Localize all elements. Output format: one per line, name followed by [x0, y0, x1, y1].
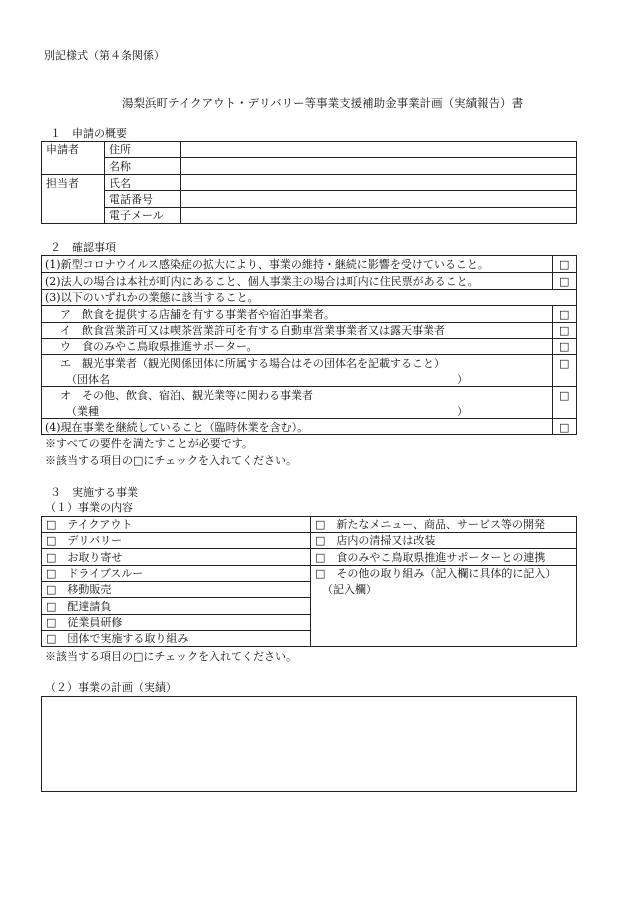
item-staff-training[interactable]: □ 従業員研修: [46, 616, 123, 629]
group-name-close: ）: [457, 373, 468, 386]
confirm-checkbox-3c[interactable]: □: [559, 340, 570, 353]
free-entry-label: （記入欄）: [322, 583, 377, 596]
item-mail-order[interactable]: □ お取り寄せ: [46, 551, 123, 564]
confirm-row-3e: オ その他、飲食、宿泊、観光業等に関わる事業者: [60, 389, 313, 402]
group-name-input[interactable]: [120, 373, 450, 385]
business-plan-heading: （２）事業の計画（実績）: [45, 681, 177, 694]
item-takeout[interactable]: □ テイクアウト: [46, 518, 133, 531]
section3-heading: ３ 実施する事業: [50, 486, 138, 499]
confirm-checkbox-1[interactable]: □: [559, 258, 570, 271]
person-input[interactable]: [182, 176, 575, 189]
name-input[interactable]: [182, 159, 575, 172]
field-person-label: 氏名: [109, 177, 131, 190]
item-supporter-collab[interactable]: □ 食のみやこ鳥取県推進サポーターとの連携: [315, 551, 546, 564]
item-drive-through[interactable]: □ ドライブスルー: [46, 567, 144, 580]
confirm-checkbox-2[interactable]: □: [559, 275, 570, 288]
email-input[interactable]: [182, 209, 575, 222]
item-mobile-sales[interactable]: □ 移動販売: [46, 583, 112, 596]
confirm-checkbox-4[interactable]: □: [559, 421, 570, 434]
confirm-row-2: (2)法人の場合は本社が町内にあること、個人事業主の場合は町内に住民票があること。: [45, 275, 479, 288]
confirm-checkbox-3a[interactable]: □: [559, 308, 570, 321]
business-content-heading: （１）事業の内容: [45, 501, 133, 514]
field-address-label: 住所: [109, 143, 131, 156]
confirm-row-3: (3)以下のいずれかの業態に該当すること。: [45, 291, 259, 304]
content-check-note: ※該当する項目の□にチェックを入れてください。: [45, 650, 298, 663]
item-other[interactable]: □ その他の取り組み（記入欄に具体的に記入）: [315, 567, 557, 580]
item-renovation[interactable]: □ 店内の清掃又は改装: [315, 534, 436, 547]
industry-close: ）: [457, 405, 468, 418]
group-name-label: （団体名: [66, 373, 110, 386]
item-delivery[interactable]: □ デリバリー: [46, 534, 123, 547]
field-email-label: 電子メール: [109, 209, 164, 222]
business-plan-field[interactable]: [41, 696, 577, 792]
industry-label: （業種: [66, 405, 99, 418]
contact-label: 担当者: [46, 177, 79, 190]
check-note: ※該当する項目の□にチェックを入れてください。: [45, 454, 298, 467]
confirm-row-1: (1)新型コロナウイルス感染症の拡大により、事業の維持・継続に影響を受けていること。: [45, 258, 489, 271]
confirm-row-3c: ウ 食のみやこ鳥取県推進サポーター。: [60, 340, 258, 353]
page-title: 湯梨浜町テイクアウト・デリバリー等事業支援補助金事業計画（実績報告）書: [122, 96, 524, 110]
confirm-row-3b: イ 飲食営業許可又は喫茶営業許可を有する自動車営業事業者又は露天事業者: [60, 324, 445, 337]
confirm-row-3a: ア 飲食を提供する店舗を有する事業者や宿泊事業者。: [60, 308, 335, 321]
applicant-label: 申請者: [46, 143, 79, 156]
section1-heading: １ 申請の概要: [50, 127, 127, 140]
address-input[interactable]: [182, 143, 575, 156]
item-new-menu[interactable]: □ 新たなメニュー、商品、サービス等の開発: [315, 518, 545, 531]
free-entry-field[interactable]: [313, 598, 575, 645]
confirm-row-4: (4)現在事業を継続していること（臨時休業を含む）。: [45, 421, 309, 434]
field-name-label: 名称: [109, 160, 131, 173]
confirm-checkbox-3b[interactable]: □: [559, 324, 570, 337]
field-phone-label: 電話番号: [109, 193, 153, 206]
confirm-row-3d: エ 観光事業者（観光関係団体に所属する場合はその団体名を記載すること）: [60, 357, 445, 370]
confirm-checkbox-3e[interactable]: □: [559, 389, 570, 402]
section2-heading: ２ 確認事項: [50, 241, 116, 254]
requirement-note: ※すべての要件を満たすことが必要です。: [45, 437, 253, 450]
industry-input[interactable]: [110, 405, 450, 417]
confirm-checkbox-3d[interactable]: □: [559, 357, 570, 370]
form-reference: 別記様式（第４条関係）: [44, 49, 165, 62]
item-group-effort[interactable]: □ 団体で実施する取り組み: [46, 632, 189, 645]
item-delivery-contract[interactable]: □ 配達請負: [46, 600, 112, 613]
phone-input[interactable]: [182, 192, 575, 205]
